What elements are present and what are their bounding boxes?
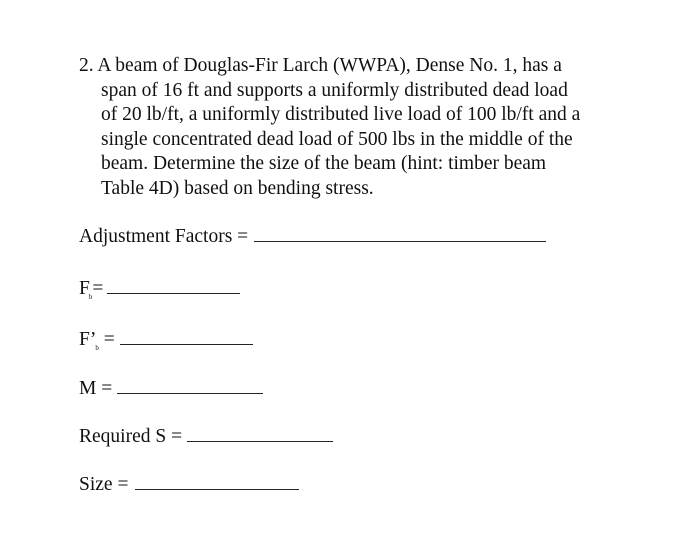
fb-field xyxy=(79,278,240,300)
fb-label: $F_b=$ xyxy=(79,278,104,301)
adjustment-factors-field xyxy=(79,226,546,248)
fb-blank[interactable] xyxy=(107,292,240,294)
problem-line: Table 4D) based on bending stress. xyxy=(101,177,374,199)
problem-statement xyxy=(79,54,639,201)
moment-blank[interactable] xyxy=(117,392,263,394)
problem-line: 2. A beam of Douglas-Fir Larch (WWPA), Dense No. 1, has a xyxy=(79,55,562,76)
fb-prime-blank[interactable] xyxy=(120,343,253,345)
fb-prime-label: $F’_b$ = xyxy=(79,329,115,352)
size-blank[interactable] xyxy=(135,488,299,490)
problem-line: span of 16 ft and supports a uniformly distributed dead load xyxy=(101,79,568,101)
required-s-blank[interactable] xyxy=(187,440,333,442)
required-s-label: Required S = xyxy=(79,426,183,447)
adjustment-factors-blank[interactable] xyxy=(254,240,546,242)
fb-prime-field xyxy=(79,329,253,351)
required-s-field xyxy=(79,426,333,448)
moment-field xyxy=(79,378,263,400)
problem-line: of 20 lb/ft, a uniformly distributed live load of 100 lb/ft and a xyxy=(101,104,581,125)
problem-line: beam. Determine the size of the beam (hint: timber beam xyxy=(101,153,547,174)
problem-line: single concentrated dead load of 500 lbs in the middle of the xyxy=(101,128,573,150)
adjustment-factors-label: Adjustment Factors = xyxy=(79,226,249,247)
size-label: Size = xyxy=(79,474,129,495)
size-field xyxy=(79,474,299,496)
moment-label: M = xyxy=(79,378,113,399)
